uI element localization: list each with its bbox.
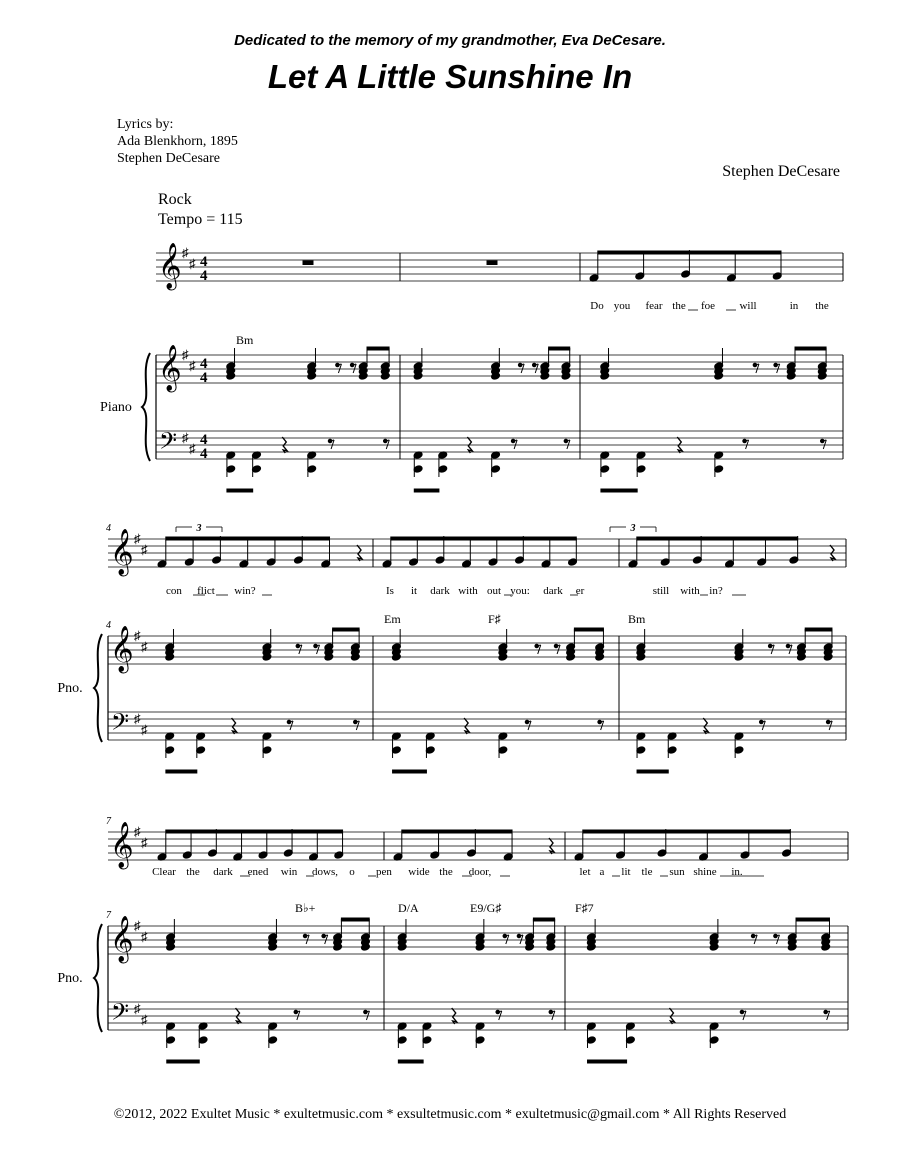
key-sharp: ♯ [141,835,148,850]
eighth-rest [354,720,360,730]
lyric-syllable: you: [510,585,530,597]
eighth-rest [751,934,757,944]
song-title: Let A Little Sunshine In [267,58,633,95]
chord-symbol: Bm [236,333,254,347]
time-sig-bottom: 4 [200,268,208,284]
beam [367,347,389,350]
key-sharp: ♯ [134,628,141,643]
beam [333,628,360,631]
beam [637,770,668,773]
lyric-syllable: o [349,866,355,878]
eighth-rest [753,363,759,373]
chord-symbol: F♯ [488,612,501,626]
eighth-rest [598,720,604,730]
beam [533,918,554,921]
measure-number: 4 [106,523,111,534]
eighth-rest [774,363,780,373]
key-sharp: ♯ [189,441,196,456]
eighth-rest [768,644,774,654]
beam [574,628,603,631]
chord-symbol: D/A [398,901,419,915]
composer: Stephen DeCesare [722,163,840,180]
lyric-syllable: dows, [312,866,338,878]
lyric-syllable: in [789,300,799,312]
lyric-syllable: the [815,300,829,312]
key-sharp: ♯ [182,347,189,362]
eighth-rest [532,363,538,373]
lyric-syllable: fear [645,300,663,312]
whole-rest [303,261,313,265]
eighth-rest [294,1010,300,1020]
beam [795,347,826,350]
beam [391,537,577,540]
lyric-syllable: door, [468,866,492,878]
chord-symbol: Bm [628,612,646,626]
beam [598,251,781,254]
dedication: Dedicated to the memory of my grandmother, Eva DeCesare. [234,32,666,49]
chord-symbol: B♭+ [295,901,316,915]
beam [588,1060,627,1063]
beam [637,537,798,540]
lyric-syllable: flict [197,585,215,597]
eighth-rest [328,439,334,449]
lyric-syllable: dark [430,585,450,597]
chord-symbol: F♯7 [575,901,594,915]
beam [549,347,570,350]
lyric-syllable: wide [408,866,430,878]
eighth-rest [517,934,523,944]
beam [166,770,197,773]
style-label: Rock [158,191,192,208]
lyric-syllable: with [458,585,478,597]
treble-clef: 𝄞 [158,243,182,288]
eighth-rest [826,720,832,730]
lyric-syllable: dark [213,866,233,878]
beam [398,1060,423,1063]
key-sharp: ♯ [134,824,141,839]
lyric-syllable: pen [376,866,392,878]
chord-symbol: Em [384,612,401,626]
lyric-syllable: still [652,585,670,597]
lyric-syllable: win? [234,585,256,597]
key-sharp: ♯ [134,711,141,726]
time-sig-bottom: 4 [200,446,208,462]
bass-clef: 𝄢 [111,1000,130,1031]
time-sig-top: 4 [200,356,208,372]
lyric-syllable: a [599,866,605,878]
measure-number: 7 [106,816,111,827]
lyric-syllable: the [672,300,686,312]
lyric-syllable: ened [247,866,269,878]
beam [166,537,330,540]
treble-clef: 𝄞 [158,345,182,390]
piano-label: Pno. [57,971,83,986]
eighth-rest [296,644,302,654]
beam [601,489,637,492]
eighth-rest [525,720,531,730]
tuplet-number: 3 [196,523,202,534]
beam [167,1060,199,1063]
eighth-rest [322,934,328,944]
key-sharp: ♯ [141,1012,148,1027]
eighth-rest [314,644,320,654]
lyric-syllable: er [575,585,585,597]
eighth-rest [820,439,826,449]
key-sharp: ♯ [141,929,148,944]
piano-brace [142,353,150,461]
eighth-rest [383,439,389,449]
beam [166,830,343,833]
beam [583,830,791,833]
lyrics-by-label: Lyrics by: [117,117,174,132]
eighth-rest [287,720,293,730]
lyric-syllable: foe [700,300,716,312]
beam [227,489,253,492]
eighth-rest [336,363,342,373]
treble-clef: 𝄞 [110,529,134,574]
lyric-syllable: out [486,585,502,597]
time-sig-top: 4 [200,432,208,448]
lyricist-1: Ada Blenkhorn, 1895 [117,134,238,149]
piano-label: Piano [100,400,132,415]
lyric-syllable: you [613,300,631,312]
bass-clef: 𝄢 [159,429,178,460]
lyric-syllable: it [410,585,418,597]
key-sharp: ♯ [189,358,196,373]
chord-symbol: E9/G♯ [470,901,502,915]
eighth-rest [518,363,524,373]
piano-brace [94,634,102,742]
voice-staff [108,832,848,860]
tuplet-number: 3 [630,523,636,534]
piano-brace [94,924,102,1032]
key-sharp: ♯ [182,245,189,260]
eighth-rest [549,1010,555,1020]
beam [796,918,829,921]
lyric-syllable: will [739,300,757,312]
lyric-syllable: the [439,866,453,878]
lyricist-2: Stephen DeCesare [117,151,221,166]
beam [341,918,369,921]
eighth-rest [511,439,517,449]
lyric-syllable: with [680,585,700,597]
lyric-syllable: in. [731,866,743,878]
piano-label: Pno. [57,681,83,696]
key-sharp: ♯ [141,542,148,557]
lyric-syllable: lit [621,866,631,878]
lyric-syllable: tle [641,866,653,878]
eighth-rest [774,934,780,944]
lyric-syllable: shine [693,866,717,878]
time-sig-top: 4 [200,254,208,270]
eighth-rest [743,439,749,449]
eighth-rest [303,934,309,944]
beam [393,770,427,773]
lyric-syllable: Clear [152,866,176,878]
lyric-syllable: Is [386,585,394,597]
eighth-rest [740,1010,746,1020]
key-sharp: ♯ [182,430,189,445]
lyric-syllable: the [186,866,200,878]
eighth-rest [535,644,541,654]
tempo-label: Tempo = 115 [158,211,243,228]
eighth-rest [350,363,356,373]
bass-clef: 𝄢 [111,710,130,741]
key-sharp: ♯ [134,918,141,933]
copyright-footer: ©2012, 2022 Exultet Music * exultetmusic.com * exsultetmusic.com * exultetmusic@gmail.com * All Rights Reserved [113,1107,787,1122]
eighth-rest [503,934,509,944]
lyric-syllable: win [280,866,298,878]
lyric-syllable: in? [709,585,723,597]
treble-clef: 𝄞 [110,822,134,867]
eighth-rest [496,1010,502,1020]
beam [402,830,512,833]
lyric-syllable: con [166,585,182,597]
key-sharp: ♯ [189,256,196,271]
lyric-syllable: let [579,866,591,878]
key-sharp: ♯ [141,722,148,737]
whole-rest [487,261,497,265]
voice-staff [156,253,843,281]
measure-number: 4 [106,620,111,631]
eighth-rest [554,644,560,654]
beam [805,628,832,631]
eighth-rest [759,720,765,730]
eighth-rest [824,1010,830,1020]
eighth-rest [786,644,792,654]
treble-clef: 𝄞 [110,626,134,671]
beam [414,489,439,492]
key-sharp: ♯ [134,531,141,546]
key-sharp: ♯ [134,1001,141,1016]
lyric-syllable: dark [543,585,563,597]
treble-clef: 𝄞 [110,916,134,961]
measure-number: 7 [106,910,111,921]
lyric-syllable: sun [669,866,685,878]
time-sig-bottom: 4 [200,370,208,386]
key-sharp: ♯ [141,639,148,654]
lyric-syllable: Do [590,300,604,312]
eighth-rest [364,1010,370,1020]
eighth-rest [564,439,570,449]
